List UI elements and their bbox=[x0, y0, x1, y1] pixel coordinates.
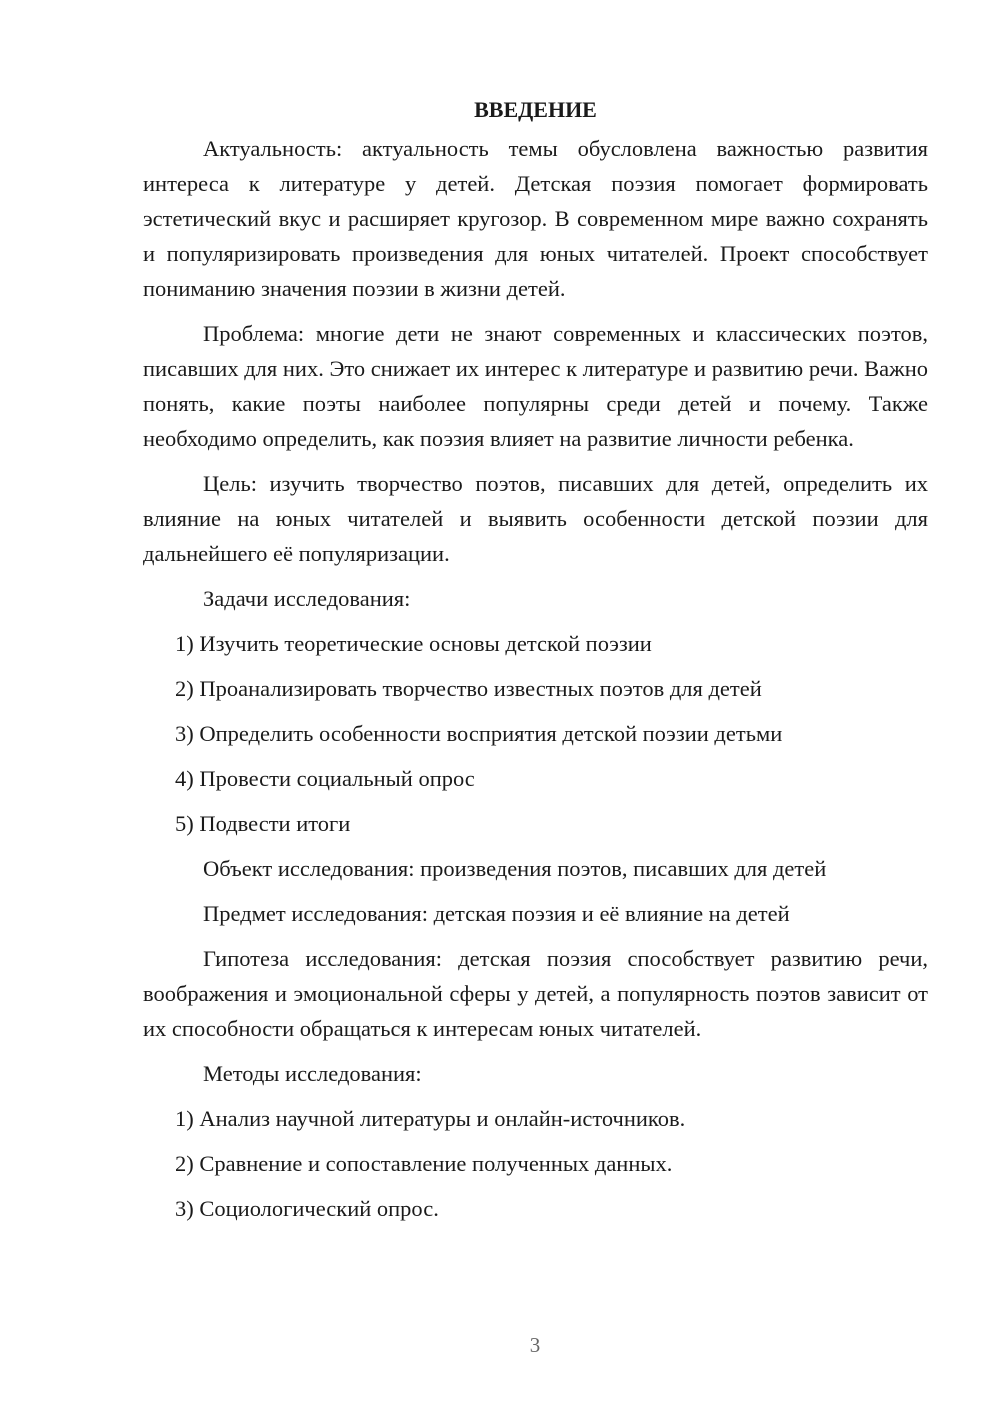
page-number: 3 bbox=[529, 1333, 541, 1357]
task-item: 4) Провести социальный опрос bbox=[175, 766, 475, 791]
section-heading: ВВЕДЕНИЕ bbox=[474, 97, 597, 122]
problem-paragraph: Проблема: многие дети не знают современных и классических поэтов, писавших для них. Это снижает их интерес к литературе и развитию речи. Важно понять, какие поэты наиболее популярны среди детей и почему. Также необходимо определить, как поэзия влияет на развитие личности ребенка. bbox=[143, 321, 928, 451]
tasks-label: Задачи исследования: bbox=[203, 586, 411, 611]
task-item: 5) Подвести итоги bbox=[175, 811, 351, 836]
research-subject: Предмет исследования: детская поэзия и её влияние на детей bbox=[203, 901, 790, 926]
task-item: 3) Определить особенности восприятия детской поэзии детьми bbox=[175, 721, 783, 746]
goal-paragraph: Цель: изучить творчество поэтов, писавших для детей, определить их влияние на юных читателей и выявить особенности детской поэзии для дальнейшего её популяризации. bbox=[143, 471, 928, 566]
research-object: Объект исследования: произведения поэтов, писавших для детей bbox=[203, 856, 827, 881]
relevance-paragraph: Актуальность: актуальность темы обусловлена важностью развития интереса к литературе у детей. Детская поэзия помогает формировать эстетический вкус и расширяет кругозор. В современном мире важно сохранять и популяризировать произведения для юных читателей. Проект способствует пониманию значения поэзии в жизни детей. bbox=[143, 136, 928, 301]
method-item: 1) Анализ научной литературы и онлайн-источников. bbox=[175, 1106, 686, 1131]
hypothesis-paragraph: Гипотеза исследования: детская поэзия способствует развитию речи, воображения и эмоциональной сферы у детей, а популярность поэтов зависит от их способности обращаться к интересам юных читателей. bbox=[143, 946, 928, 1041]
method-item: 2) Сравнение и сопоставление полученных данных. bbox=[175, 1151, 673, 1176]
document-page bbox=[143, 92, 928, 1236]
task-item: 2) Проанализировать творчество известных поэтов для детей bbox=[175, 676, 762, 701]
method-item: 3) Социологический опрос. bbox=[175, 1196, 439, 1221]
methods-label: Методы исследования: bbox=[203, 1061, 422, 1086]
task-item: 1) Изучить теоретические основы детской поэзии bbox=[175, 631, 652, 656]
